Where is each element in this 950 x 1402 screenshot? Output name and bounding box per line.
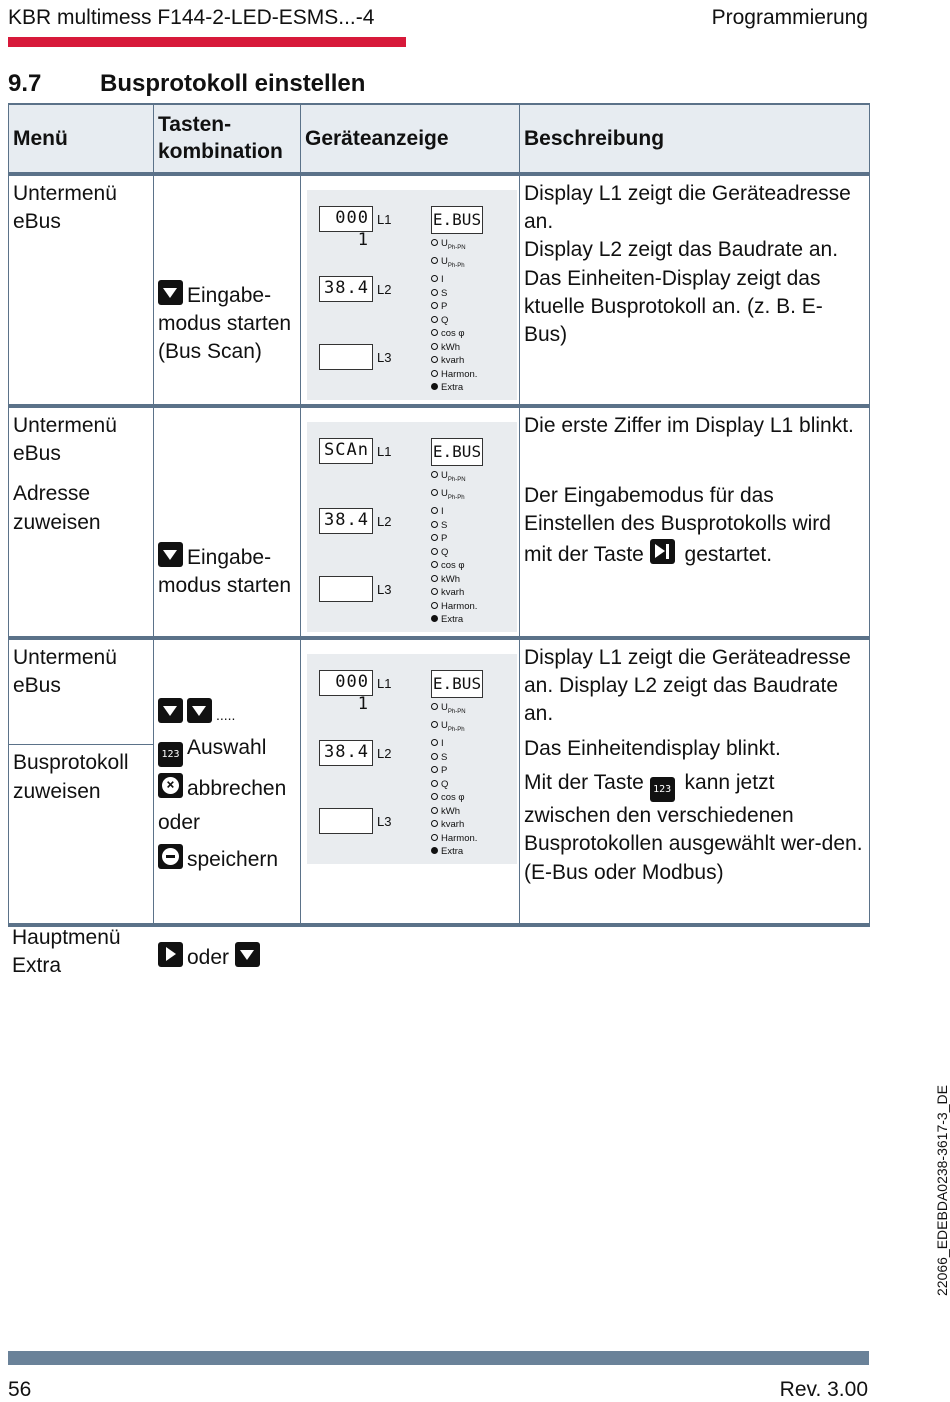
lcd-l2: 38.4: [319, 508, 373, 534]
down-arrow-key-icon: [158, 542, 183, 567]
col-header-description: Beschreibung: [520, 104, 870, 174]
led-indicator-icon: [431, 753, 438, 760]
display-cell: [301, 638, 520, 925]
description-cell: Display L1 zeigt die Geräteadresse an. Display L2 zeigt das Baudrate an. Das Einheitendisplay blinkt. Mit der Taste 123 kann jetzt zwischen den verschiedenen Busprotokollen ausgewählt wer-den. (E-Bus oder Modbus): [520, 638, 870, 925]
number-123-key-icon: 123: [158, 742, 183, 767]
col-header-keys: Tasten- kombination: [154, 104, 301, 174]
keys-cell: ..... 123 Auswahl ×abbrechen oder speichern: [154, 638, 301, 925]
led-indicator-icon: [431, 780, 438, 787]
menu-cell: Untermenü eBus: [9, 174, 154, 406]
lcd-l1: 000 1: [319, 206, 373, 232]
led-indicator-icon: [431, 807, 438, 814]
device-display-panel: 000 1 L1 38.4 L2 L3 E.BUS $U_{Ph-PN}$ $U_{Ph-Ph}$ I S P Q cos φ kWh kvarh Harmon. Extra: [307, 654, 517, 864]
led-indicator-icon: [431, 703, 438, 710]
table-row: [9, 638, 870, 925]
document-header-title: KBR multimess F144-2-LED-ESMS...-4: [8, 6, 375, 29]
main-menu-keys: oder: [158, 942, 264, 972]
main-menu-label: Hauptmenü Extra: [12, 926, 121, 978]
lcd-l1: SCAn: [319, 438, 373, 464]
led-indicator-icon: [431, 471, 438, 478]
header-accent-bar: [8, 37, 406, 47]
document-code: 22066_EDEBDA0238-3617-3_DE: [934, 1085, 950, 1296]
lcd-l2: 38.4: [319, 276, 373, 302]
led-indicator-icon: [431, 766, 438, 773]
unit-indicator-list: $U_{Ph-PN}$ $U_{Ph-Ph}$ I S P Q cos φ kWh kvarh Harmon. Extra: [431, 701, 477, 859]
unit-display: E.BUS: [431, 670, 483, 698]
down-arrow-key-icon: [235, 942, 260, 967]
led-indicator-icon: [431, 370, 438, 377]
col-header-display: Geräteanzeige: [301, 104, 520, 174]
keys-cell: Eingabe- modus starten: [154, 406, 301, 638]
page-number: 56: [8, 1378, 32, 1401]
led-indicator-icon: [431, 343, 438, 350]
skip-forward-key-icon: [650, 539, 675, 564]
right-arrow-key-icon: [158, 942, 183, 967]
device-display-panel: SCAn L1 38.4 L2 L3 E.BUS $U_{Ph-PN}$ $U_{Ph-Ph}$ I S P Q cos φ kWh kvarh Harmon. Extra: [307, 422, 517, 632]
revision-label: Rev. 3.00: [779, 1378, 868, 1401]
display-cell: [301, 406, 520, 638]
led-indicator-icon: [431, 316, 438, 323]
led-indicator-active-icon: [431, 383, 438, 390]
footer-bar: [8, 1351, 869, 1365]
lcd-l3: [319, 576, 373, 602]
led-indicator-icon: [431, 548, 438, 555]
led-indicator-icon: [431, 721, 438, 728]
led-indicator-icon: [431, 820, 438, 827]
led-indicator-icon: [431, 275, 438, 282]
unit-display: E.BUS: [431, 438, 483, 466]
led-indicator-icon: [431, 793, 438, 800]
led-indicator-icon: [431, 834, 438, 841]
section-heading: [8, 70, 365, 98]
procedure-table: [8, 103, 870, 927]
description-cell: Die erste Ziffer im Display L1 blinkt. Der Eingabemodus für das Einstellen des Busprotokolls wird mit der Taste gestartet.: [520, 406, 870, 638]
keys-cell: Eingabe- modus starten (Bus Scan): [154, 174, 301, 406]
led-indicator-active-icon: [431, 615, 438, 622]
led-indicator-icon: [431, 356, 438, 363]
led-indicator-icon: [431, 239, 438, 246]
lcd-l3: [319, 344, 373, 370]
table-row: [9, 174, 870, 406]
led-indicator-active-icon: [431, 847, 438, 854]
down-arrow-key-icon: [158, 280, 183, 305]
down-arrow-key-icon: [158, 698, 183, 723]
led-indicator-icon: [431, 602, 438, 609]
unit-display: E.BUS: [431, 206, 483, 234]
number-123-key-icon: 123: [650, 777, 675, 802]
lcd-l3: [319, 808, 373, 834]
led-indicator-icon: [431, 257, 438, 264]
col-header-menu: Menü: [9, 104, 154, 174]
led-indicator-icon: [431, 739, 438, 746]
unit-indicator-list: $U_{Ph-PN}$ $U_{Ph-Ph}$ I S P Q cos φ kWh kvarh Harmon. Extra: [431, 469, 477, 627]
led-indicator-icon: [431, 561, 438, 568]
display-cell: [301, 174, 520, 406]
section-number: 9.7: [8, 70, 42, 97]
lcd-l1: 000 1: [319, 670, 373, 696]
led-indicator-icon: [431, 534, 438, 541]
unit-indicator-list: $U_{Ph-PN}$ $U_{Ph-Ph}$ I S P Q cos φ kWh kvarh Harmon. Extra: [431, 237, 477, 395]
led-indicator-icon: [431, 489, 438, 496]
led-indicator-icon: [431, 588, 438, 595]
menu-cell: Untermenü eBus Busprotokoll zuweisen: [9, 638, 154, 925]
table-header-row: [9, 104, 870, 174]
document-section-name: Programmierung: [711, 6, 868, 29]
section-title-text: Busprotokoll einstellen: [100, 70, 366, 97]
cancel-key-icon: [158, 773, 183, 798]
description-cell: Display L1 zeigt die Geräteadresse an. Display L2 zeigt das Baudrate an. Das Einheiten-Display zeigt das ktuelle Busprotokoll an. (z. B. E-Bus): [520, 174, 870, 406]
down-arrow-key-icon: [187, 698, 212, 723]
led-indicator-icon: [431, 521, 438, 528]
led-indicator-icon: [431, 302, 438, 309]
menu-cell: Untermenü eBus Adresse zuweisen: [9, 406, 154, 638]
led-indicator-icon: [431, 507, 438, 514]
led-indicator-icon: [431, 329, 438, 336]
table-row: [9, 406, 870, 638]
save-key-icon: [158, 844, 183, 869]
led-indicator-icon: [431, 289, 438, 296]
lcd-l2: 38.4: [319, 740, 373, 766]
led-indicator-icon: [431, 575, 438, 582]
device-display-panel: 000 1 L1 38.4 L2 L3 E.BUS $U_{Ph-PN}$ $U_{Ph-Ph}$ I S P Q cos φ kWh kvarh Harmon. Extra: [307, 190, 517, 400]
